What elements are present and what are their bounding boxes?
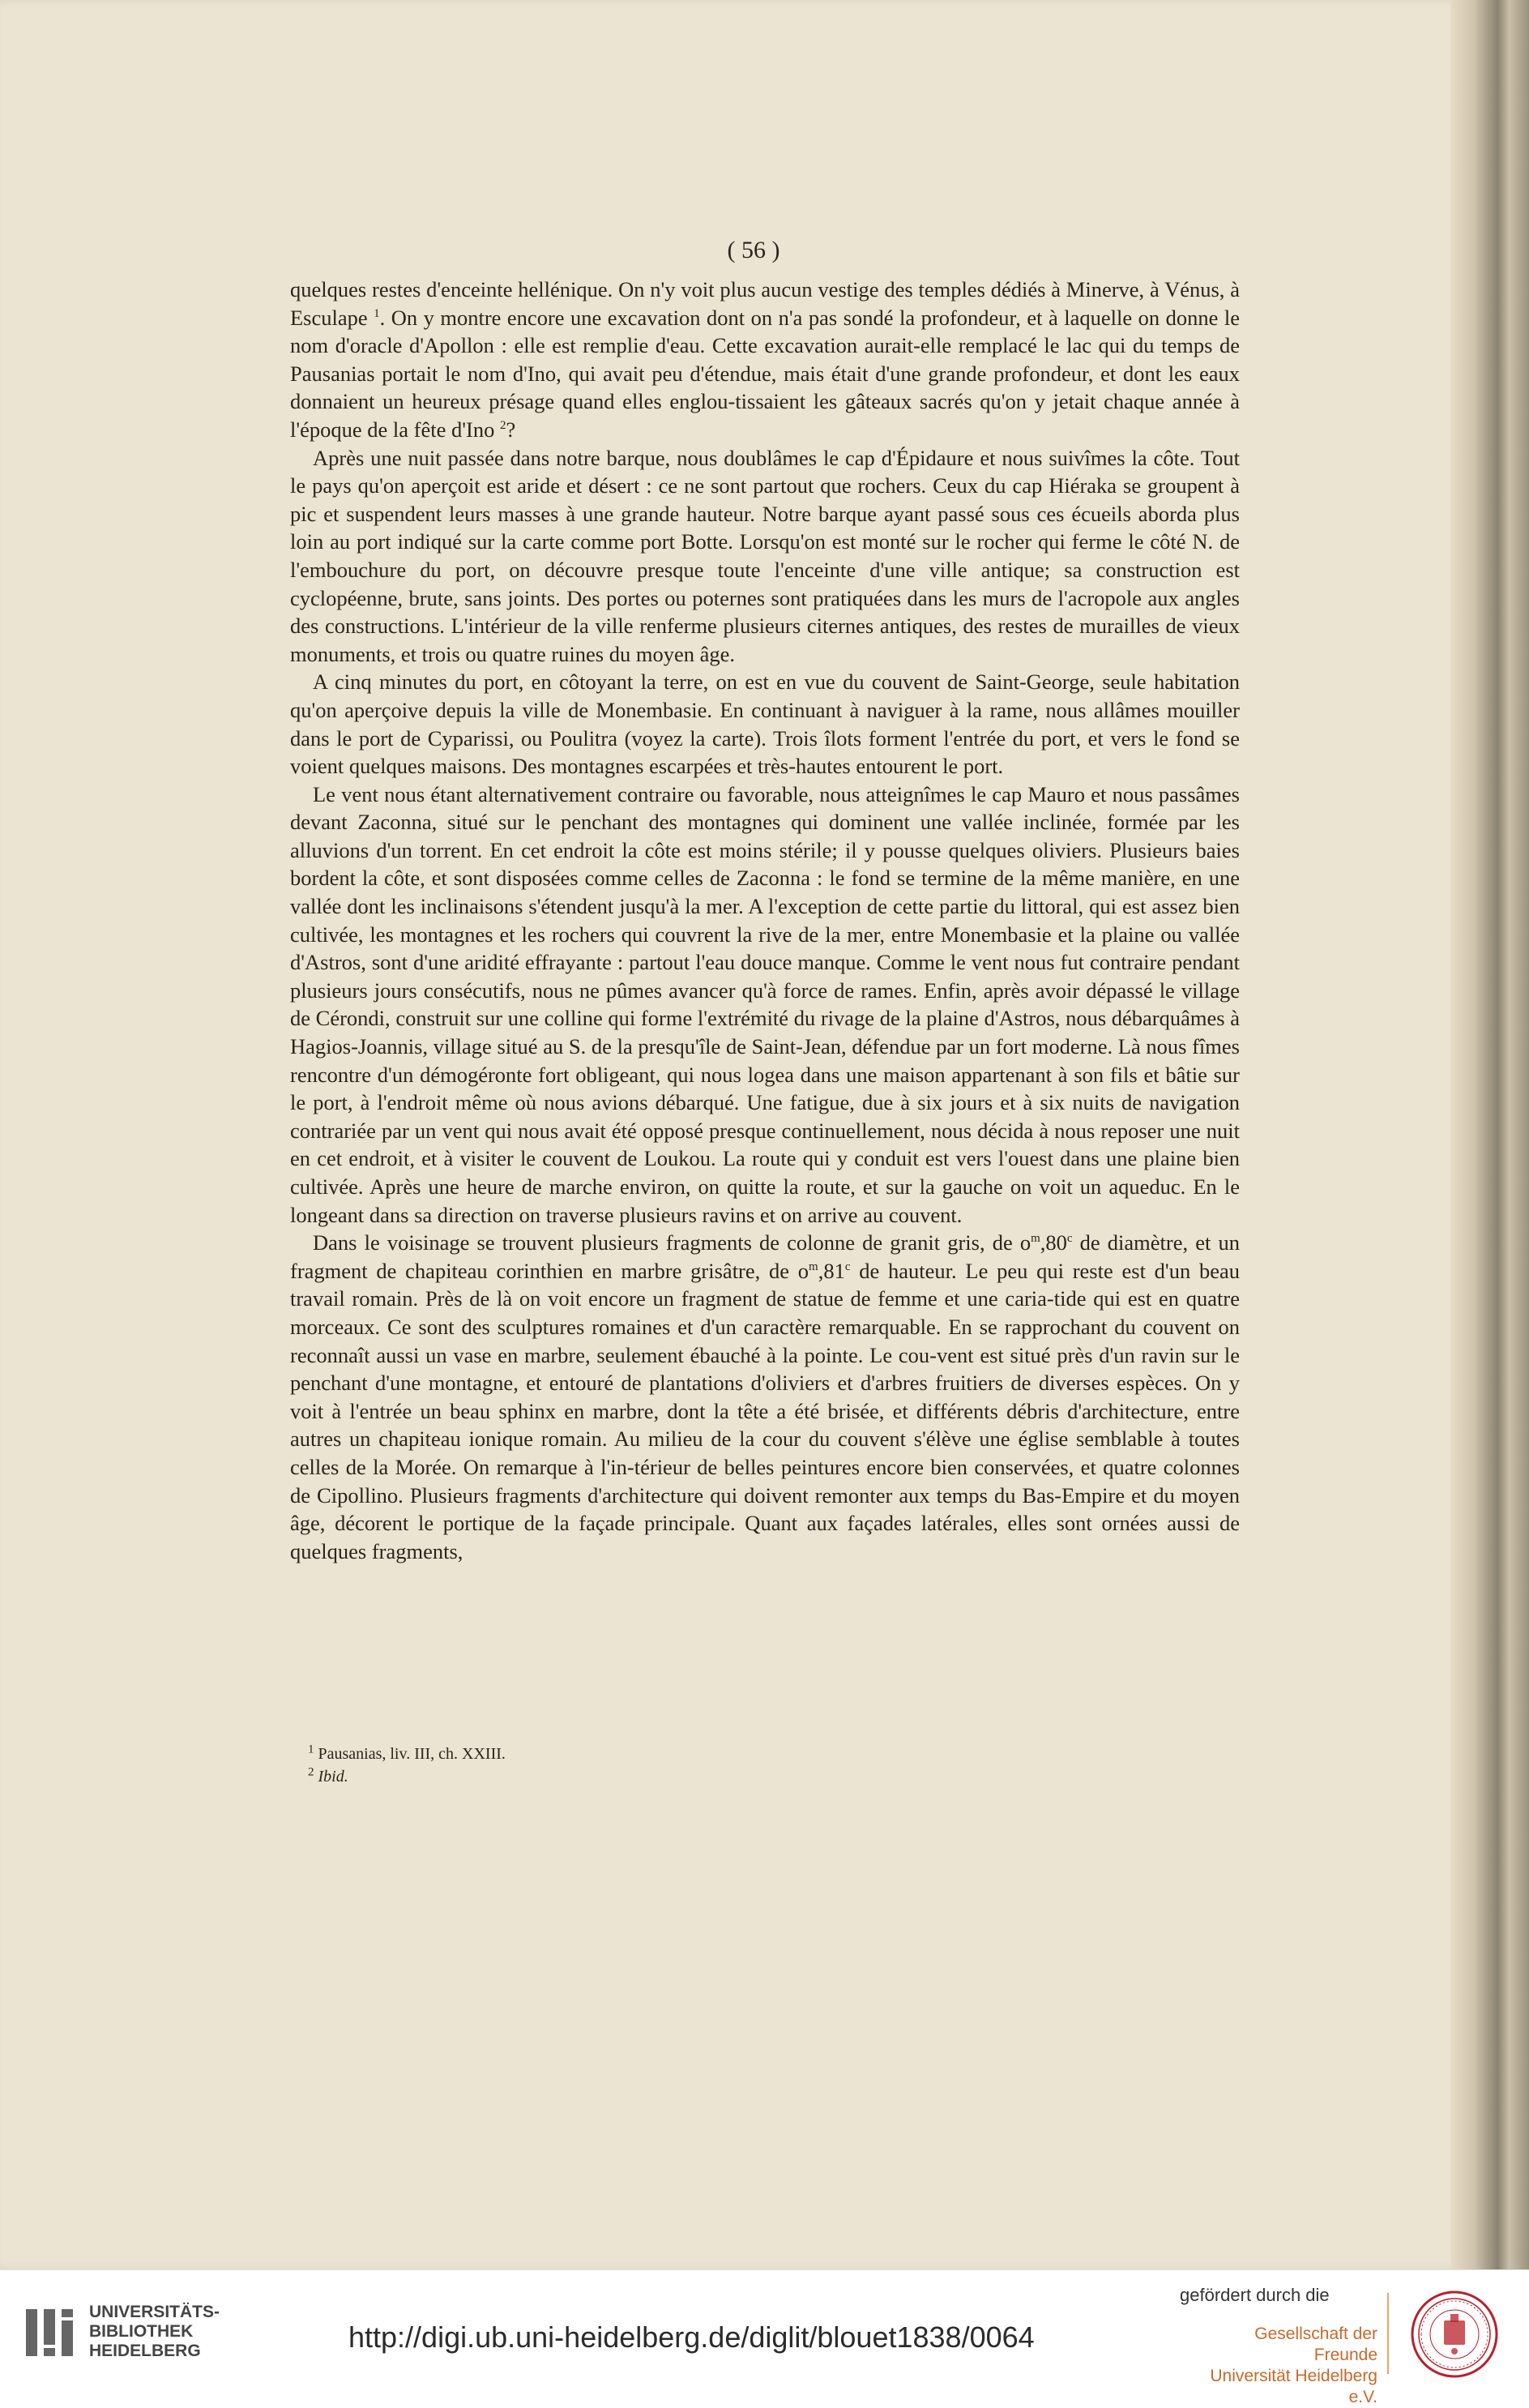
permalink[interactable]: http://digi.ub.uni-heidelberg.de/diglit/blouet1838/0064 bbox=[348, 2320, 1035, 2354]
superscript: m bbox=[1031, 1232, 1040, 1246]
footnote-1 bbox=[308, 1743, 1037, 1765]
footnote-mark: 1 bbox=[308, 1743, 314, 1756]
footnote-text: Pausanias, liv. III, ch. XXIII. bbox=[318, 1745, 506, 1763]
sponsor-name: Gesellschaft der Freunde Universität Heidelberg e.V. bbox=[1210, 2325, 1377, 2406]
paragraph: quelques restes d'enceinte hellénique. On n'y voit plus aucun vestige des temples dédiés à Minerve, à Vénus, à Esculape $^1$. On y montre encore une excavation dont on n'a pas sondé la profondeur, et à laquelle on donne le nom d'oracle d'Apollon : elle est remplie d'eau. Cette excavation aurait-elle remplacé le lac qui du temps de Pausanias portait le nom d'Ino, qui avait peu d'étendue, mais était d'une grande profondeur, et dont les eaux donnaient un heureux présage quand elles englou-tissaient les gâteaux sacrés qu'on y jetait chaque année à l'époque de la fête d'Ino $^2$? bbox=[290, 277, 1240, 442]
superscript: 2 bbox=[499, 419, 506, 433]
paragraph: A cinq minutes du port, en côtoyant la terre, on est en vue du couvent de Saint-George, seule habitation qu'on aperçoive depuis la ville de Monembasie. En continuant à naviguer à la rame, nous allâmes mouiller dans le port de Cyparissi, ou Poulitra (voyez la carte). Trois îlots forment l'entrée du port, et vers le fond se voient quelques maisons. Des montagnes escarpées et très-hautes entourent le port. bbox=[290, 669, 1240, 779]
paragraph: Dans le voisinage se trouvent plusieurs fragments de colonne de granit gris, de $o^m,80^c$ de diamètre, et un fragment de chapiteau corinthien en marbre grisâtre, de $o^m,81^c$ de hauteur. Le peu qui reste est d'un beau travail romain. Près de là on voit encore un fragment de statue de femme et une caria-tide qui est en quatre morceaux. Ce sont des sculptures romaines et d'un caractère remarquable. En se rapprochant du couvent on reconnaît aussi un vase en marbre, seulement ébauché à la pointe. Le cou-vent est situé près d'un ravin sur le penchant d'une montagne, et entouré de plantations d'oliviers et d'arbres fruitiers de diverses espèces. On y voit à l'entrée un beau sphinx en marbre, dont la tête a été brisée, et différents débris d'architecture, entre autres un chapiteau ionique romain. Au milieu de la cour du couvent s'élève une église semblable à toutes celles de la Morée. On remarque à l'in-térieur de belles peintures encore bien conservées, et quatre colonnes de Cipollino. Plusieurs fragments d'architecture qui doivent remonter aux temps du Bas-Empire et du moyen âge, décorent le portique de la façade principale. Quant aux façades latérales, elles sont ornées aussi de quelques fragments, bbox=[290, 1230, 1240, 1563]
superscript: c bbox=[1066, 1232, 1073, 1246]
superscript: 1 bbox=[374, 306, 380, 320]
book-page-edge bbox=[1450, 0, 1529, 2269]
university-seal-icon bbox=[1410, 2290, 1499, 2379]
university-library-logo-icon bbox=[23, 2304, 79, 2361]
sponsor-label: gefördert durch die bbox=[1180, 2285, 1330, 2305]
superscript: m bbox=[809, 1260, 818, 1273]
paragraph: Le vent nous étant alternativement contraire ou favorable, nous atteignîmes le cap Mauro et nous passâmes devant Zaconna, situé sur le penchant des montagnes qui dominent une vallée inclinée, formée par les alluvions d'un torrent. En cet endroit la côte est moins stérile; il y pousse quelques oliviers. Plusieurs baies bordent la côte, et sont disposées comme celles de Zaconna : le fond se termine de la même manière, en une vallée dont les inclinaisons s'étendent jusqu'à la mer. A l'exception de cette partie du littoral, qui est assez bien cultivée, les montagnes et les rochers qui couvrent la rive de la mer, entre Monembasie et la plaine ou vallée d'Astros, sont d'une aridité effrayante : partout l'eau douce manque. Comme le vent nous fut contraire pendant plusieurs jours consécutifs, nous ne pûmes avancer qu'à force de rames. Enfin, après avoir dépassé le village de Cérondi, construit sur une colline qui forme l'extrémité du rivage de la plaine d'Astros, nous débarquâmes à Hagios-Joannis, village situé au S. de la presqu'île de Saint-Jean, défendue par un fort moderne. Là nous fîmes rencontre d'un démogéronte fort obligeant, qui nous logea dans une maison appartenant à son fils et bâtie sur le port, à l'endroit même où nous avions débarqué. Une fatigue, due à six jours et à six nuits de navigation contrariée par un vent qui nous avait été opposé presque continuellement, nous décida à nous reposer une nuit en cet endroit, et à visiter le couvent de Loukou. La route qui y conduit est vers l'ouest dans une plaine bien cultivée. Après une heure de marche environ, on quitte la route, et sur la gauche on voit un aqueduc. En le longeant dans sa direction on traverse plusieurs ravins et on arrive au couvent. bbox=[290, 781, 1240, 1227]
footnotes bbox=[308, 1743, 1037, 1788]
page-number: ( 56 ) bbox=[727, 237, 780, 263]
footnote-text: Ibid. bbox=[318, 1768, 348, 1786]
body-text bbox=[290, 276, 1240, 1565]
superscript: c bbox=[844, 1260, 851, 1273]
sponsor-divider bbox=[1387, 2293, 1389, 2374]
library-name: UNIVERSITÄTS- BIBLIOTHEK HEIDELBERG bbox=[89, 2303, 220, 2360]
paragraph: Après une nuit passée dans notre barque, nous doublâmes le cap d'Épidaure et nous suivîmes la côte. Tout le pays qu'on aperçoit est aride et désert : ce ne sont partout que rochers. Ceux du cap Hiéraka se groupent à pic et suspendent leurs masses à une grande hauteur. Notre barque ayant passé sous ces écueils aborda plus loin au port indiqué sur la carte comme port Botte. Lorsqu'on est monté sur le rocher qui ferme le côté N. de l'embouchure du port, on découvre presque toute l'enceinte d'une ville antique; sa construction est cyclopéenne, brute, sans joints. Des portes ou poternes sont pratiquées dans les murs de l'acropole aux angles des constructions. L'intérieur de la ville renferme plusieurs citernes antiques, des restes de murailles de vieux monuments, et trois ou quatre ruines du moyen âge. bbox=[290, 445, 1240, 666]
footnote-2 bbox=[308, 1765, 1037, 1788]
footnote-mark: 2 bbox=[308, 1765, 314, 1779]
viewer-footer bbox=[0, 2269, 1529, 2406]
